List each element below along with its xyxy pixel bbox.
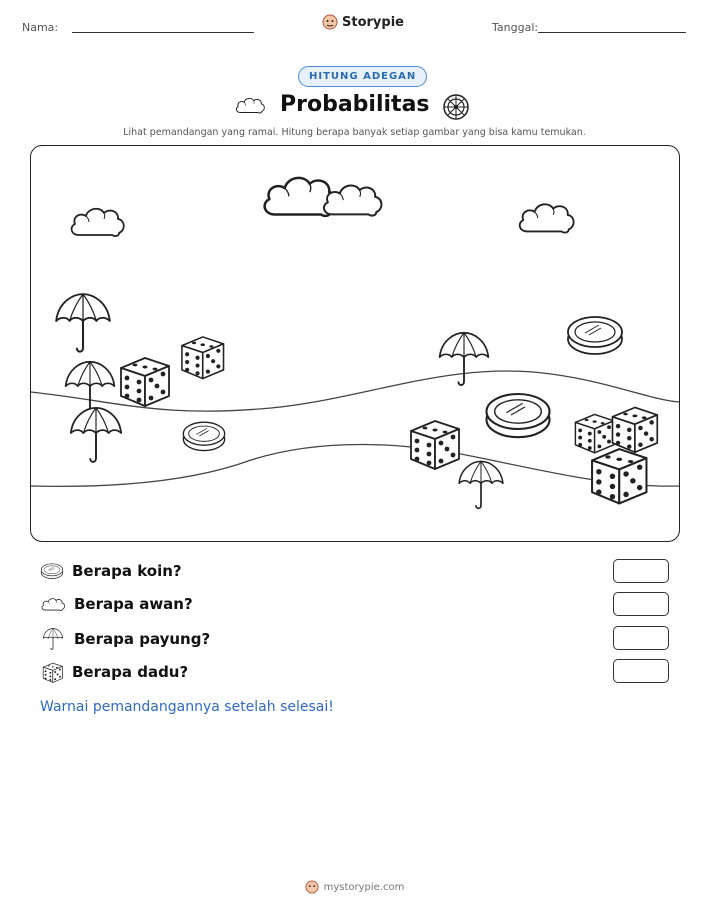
section-badge: HITUNG ADEGAN	[298, 66, 427, 87]
coloring-note: Warnai pemandangannya setelah selesai!	[40, 699, 334, 715]
hill-line-lower	[31, 445, 679, 487]
answer-box-clouds[interactable]	[613, 592, 669, 616]
footer-url[interactable]: mystorypie.com	[323, 881, 405, 893]
dice-6	[592, 449, 646, 503]
question-label: Berapa payung?	[74, 630, 211, 648]
umbrella-3	[71, 408, 121, 462]
answer-box-coins[interactable]	[613, 559, 669, 583]
coin-1	[183, 422, 224, 450]
answer-box-umbrellas[interactable]	[613, 626, 669, 650]
cloud-icon	[234, 94, 266, 116]
storypie-logo-icon	[305, 880, 319, 894]
dice-2	[182, 337, 224, 379]
name-field[interactable]	[72, 32, 254, 33]
footer	[0, 880, 709, 894]
coin-3	[568, 317, 622, 354]
dice-4	[575, 414, 613, 452]
storypie-logo-icon	[322, 14, 338, 30]
question-label: Berapa koin?	[72, 562, 182, 580]
instructions: Lihat pemandangan yang ramai. Hitung berapa banyak setiap gambar yang bisa kamu temukan.	[123, 127, 586, 138]
cloud-3	[324, 185, 381, 215]
umbrella-4	[440, 333, 489, 385]
cloud-icon	[40, 594, 66, 614]
dice-5	[612, 407, 657, 452]
umbrella-5	[459, 461, 503, 508]
umbrella-icon	[40, 627, 66, 651]
brand-name: Storypie	[342, 14, 404, 30]
coin-2	[487, 394, 550, 437]
question-umbrellas	[40, 627, 210, 651]
dice-3	[411, 421, 459, 469]
dice-1	[121, 358, 169, 406]
question-coins	[40, 561, 182, 581]
wheel-icon	[442, 93, 470, 121]
page-title: Probabilitas	[280, 92, 430, 117]
cloud-1	[72, 209, 124, 236]
brand-logo	[322, 14, 404, 30]
name-label: Nama:	[22, 21, 59, 34]
date-field[interactable]	[538, 32, 686, 33]
scene-drawing	[31, 146, 679, 541]
question-label: Berapa dadu?	[72, 663, 189, 681]
question-label: Berapa awan?	[74, 595, 193, 613]
cloud-4	[520, 204, 574, 232]
question-clouds	[40, 594, 193, 614]
date-label: Tanggal:	[492, 21, 539, 34]
answer-box-dice[interactable]	[613, 659, 669, 683]
umbrella-1	[56, 294, 110, 351]
dice-icon	[40, 660, 64, 684]
counting-scene[interactable]	[30, 145, 680, 542]
coin-icon	[40, 561, 64, 581]
question-dice	[40, 660, 188, 684]
umbrella-2	[66, 362, 115, 414]
